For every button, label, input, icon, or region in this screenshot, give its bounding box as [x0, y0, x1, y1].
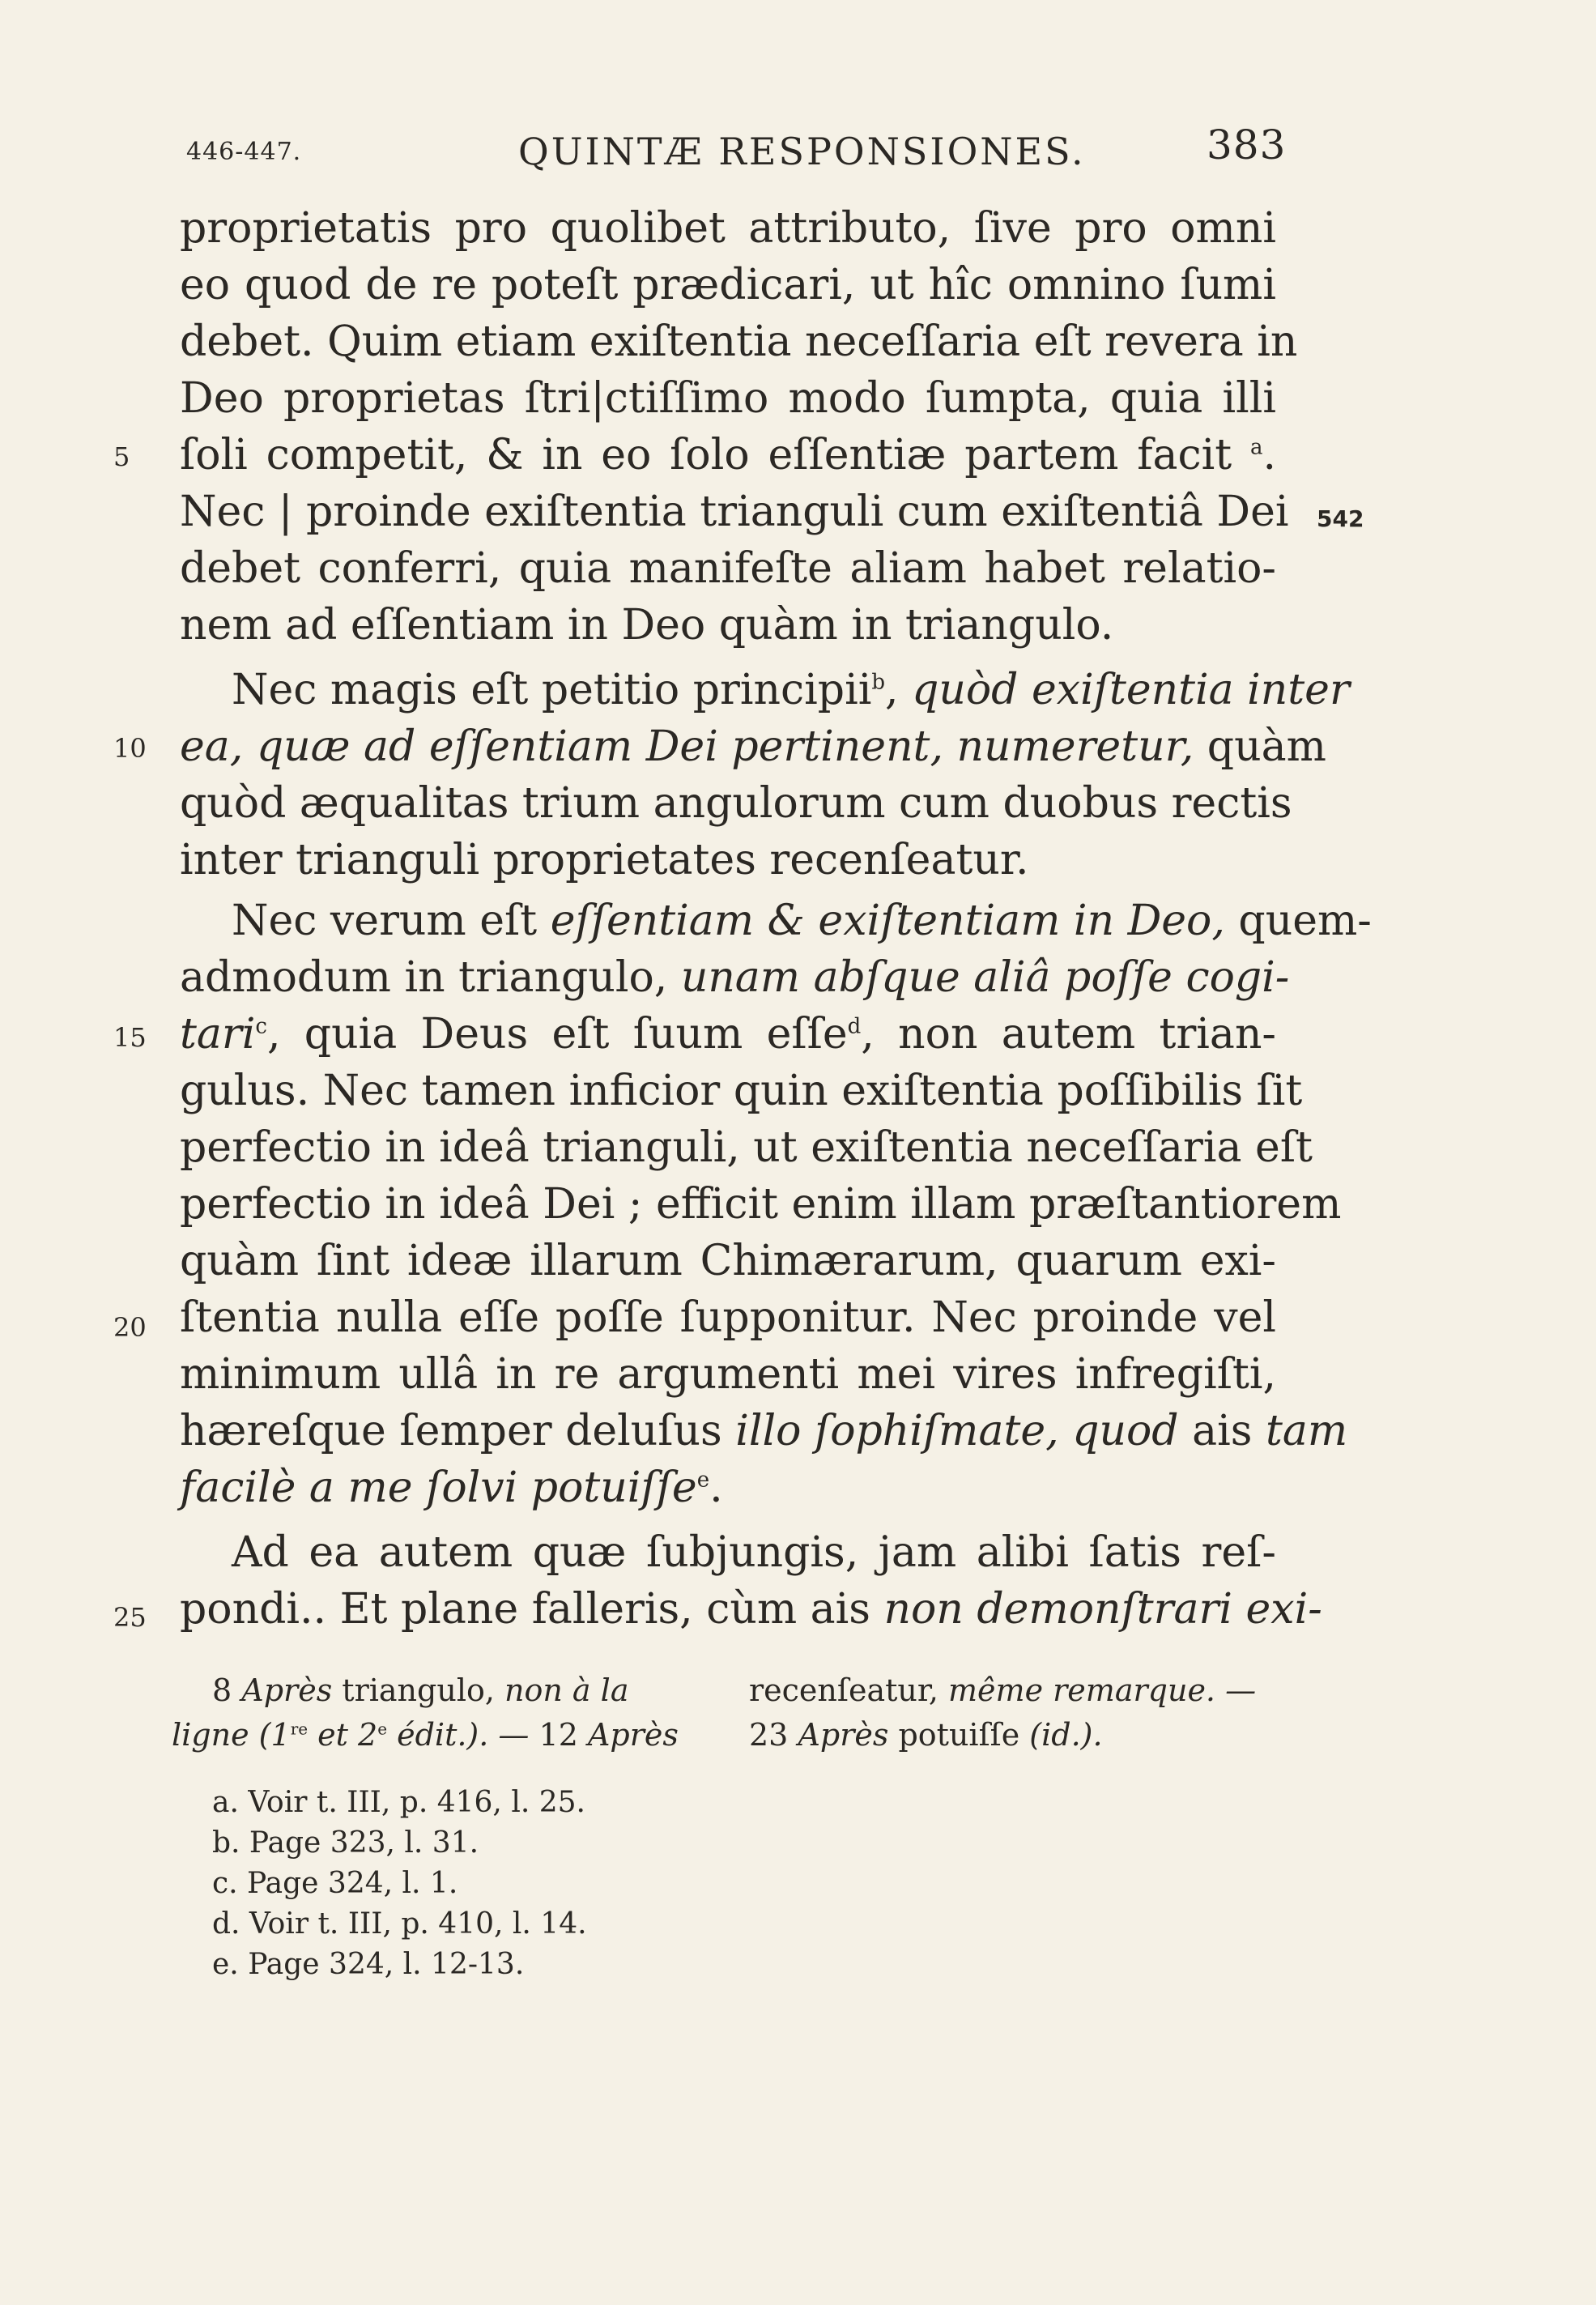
footnote-ref: a — [1249, 435, 1263, 460]
footnote: d. Voir t. III, p. 410, l. 14. — [212, 1907, 587, 1941]
running-head-title: QUINTÆ RESPONSIONES. — [518, 130, 1086, 173]
text-line: proprietatis pro quolibet attributo, ſive pro omni — [180, 204, 1276, 253]
text-line: inter trianguli proprietates recenſeatur. — [180, 836, 1029, 884]
footnote: e. Page 324, l. 12-13. — [212, 1948, 525, 1981]
text-line: ſoli competit, & in eo ſolo eſſentiæ partem facit $^a$. — [180, 431, 1276, 479]
text-line: tari$^c$, quia Deus eſt ſuum eſſe$^d$, non autem trian- — [180, 1010, 1276, 1059]
running-head-left: 446-447. — [186, 138, 302, 166]
text-line: facilè a me ſolvi potuiſſe$^e$. — [180, 1464, 723, 1512]
text-line: admodum in triangulo, unam abſque aliâ poſſe cogi- — [180, 953, 1290, 1002]
text-line: Nec verum eſt eſſentiam & exiſtentiam in Deo, quem- — [232, 897, 1372, 945]
variant-note: ligne (1re et 2e édit.). — 12 Après — [172, 1717, 679, 1753]
variant-note: 23 Après potuiſſe (id.). — [749, 1717, 1103, 1753]
variant-note: 8 Après triangulo, non à la — [212, 1672, 629, 1708]
line-number: 20 — [113, 1312, 147, 1343]
text-line: perfectio in ideâ Dei ; efficit enim illam præſtantiorem — [180, 1180, 1342, 1229]
text-line: Deo proprietas ſtri|ctiſſimo modo ſumpta, quia illi — [180, 374, 1276, 423]
line-number: 5 — [113, 441, 130, 472]
footnote: c. Page 324, l. 1. — [212, 1867, 458, 1900]
line-number: 25 — [113, 1602, 147, 1633]
footnote-ref: d — [847, 1014, 862, 1039]
text-line: Nec | proinde exiſtentia trianguli cum exiſtentiâ Dei — [180, 488, 1289, 536]
text-line: gulus. Nec tamen inficior quin exiſtentia poſſibilis ſit — [180, 1067, 1303, 1115]
text-line: quàm ſint ideæ illarum Chimærarum, quarum exi- — [180, 1237, 1276, 1285]
text-line: quòd æqualitas trium angulorum cum duobus rectis — [180, 779, 1292, 828]
text-line: perfectio in ideâ trianguli, ut exiſtentia neceſſaria eſt — [180, 1123, 1313, 1172]
variant-note: recenſeatur, même remarque. — — [749, 1672, 1257, 1708]
text-line: nem ad eſſentiam in Deo quàm in triangulo. — [180, 601, 1114, 650]
text-line: minimum ullâ in re argumenti mei vires infregiſti, — [180, 1350, 1276, 1399]
text-line: eo quod de re poteſt prædicari, ut hîc omnino ſumi — [180, 261, 1276, 309]
margin-page-reference: 542 — [1317, 505, 1364, 532]
text-line: ſtentia nulla eſſe poſſe ſupponitur. Nec proinde vel — [180, 1293, 1276, 1342]
line-number: 15 — [113, 1022, 147, 1053]
line-number: 10 — [113, 733, 147, 764]
footnote-ref: b — [871, 670, 885, 695]
text-line: hæreſque ſemper deluſus illo ſophiſmate, quod ais tam — [180, 1407, 1348, 1455]
footnote-ref: c — [255, 1014, 267, 1039]
footnote: a. Voir t. III, p. 416, l. 25. — [212, 1786, 585, 1819]
footnote: b. Page 323, l. 31. — [212, 1826, 479, 1860]
text-line: debet. Quim etiam exiſtentia neceſſaria eſt revera in — [180, 317, 1298, 366]
footnote-ref: e — [696, 1468, 710, 1493]
text-line: pondi.. Et plane falleris, cùm ais non demonſtrari exi- — [180, 1585, 1322, 1634]
page-number: 383 — [1207, 121, 1287, 168]
text-line: debet conferri, quia manifeſte aliam habet relatio- — [180, 544, 1276, 593]
text-line: Ad ea autem quæ ſubjungis, jam alibi ſatis reſ- — [232, 1528, 1276, 1577]
text-line: Nec magis eſt petitio principii$^b$, quòd exiſtentia inter — [232, 666, 1350, 714]
text-line: ea, quæ ad eſſentiam Dei pertinent, numeretur, quàm — [180, 722, 1326, 771]
